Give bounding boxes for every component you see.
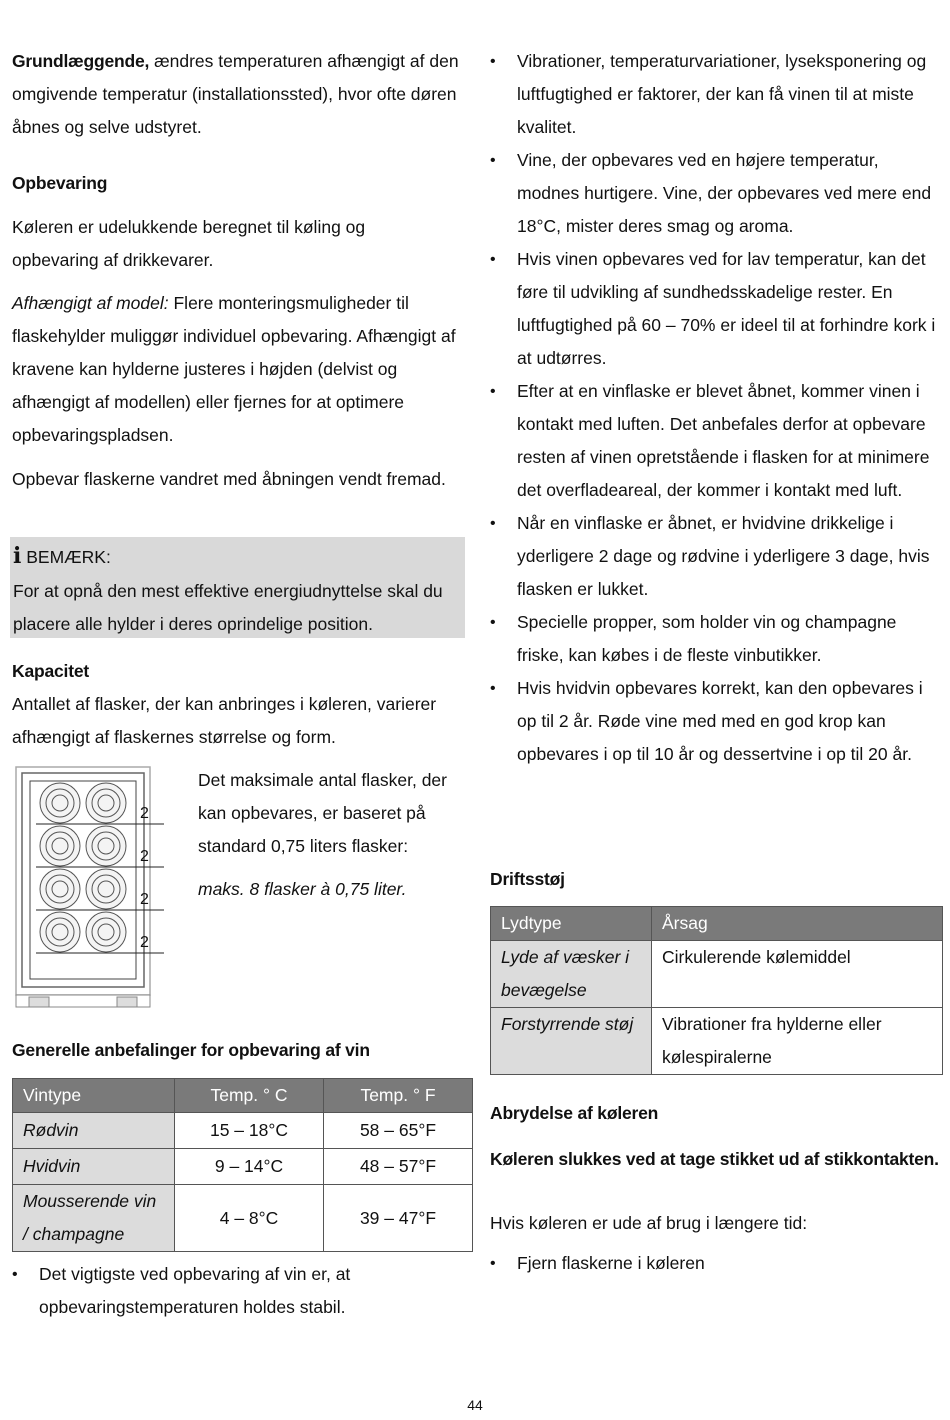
left-bullet-list xyxy=(12,1258,457,1324)
intro-text: ændres temperaturen afhængigt af den omgivende temperatur (installationssted), hvor ofte døren åbnes og selve udstyret. xyxy=(12,51,459,137)
table-cell: Cirkulerende kølemiddel xyxy=(652,941,943,1008)
column-header: Vintype xyxy=(13,1079,175,1113)
shelf-label: 2 xyxy=(140,848,149,865)
storage-heading: Opbevaring xyxy=(12,173,108,193)
page-number: 44 xyxy=(467,1397,483,1413)
table-cell: 9 – 14°C xyxy=(175,1149,324,1185)
storage-paragraph: Køleren er udelukkende beregnet til køling og opbevaring af drikkevarer. xyxy=(12,217,366,270)
horizontal-paragraph: Opbevar flaskerne vandret med åbningen vendt fremad. xyxy=(12,469,446,489)
list-item: • Efter at en vinflaske er blevet åbnet, kommer vinen i kontakt med luften. Det anbefales derfor at opbevare resten af vinen opretstående i flasken for at minimere det overfladeareal, der kommer i kontakt med luft. xyxy=(490,375,942,507)
table-cell: Rødvin xyxy=(13,1113,175,1149)
list-item: • Specielle propper, som holder vin og champagne friske, kan købes i de fleste vinbutikker. xyxy=(490,606,942,672)
table-cell: Vibrationer fra hylderne eller kølespiralerne xyxy=(652,1008,943,1075)
model-paragraph xyxy=(12,287,467,452)
column-header: Temp. ° C xyxy=(175,1079,324,1113)
shelf-label: 2 xyxy=(140,891,149,908)
model-italic: Afhængigt af model: xyxy=(12,293,169,313)
right-bullet-list xyxy=(490,45,942,771)
max-bottles-text: Det maksimale antal flasker, der kan opbevares, er baseret på standard 0,75 liters flasker: xyxy=(198,770,447,856)
capacity-paragraph: Antallet af flasker, der kan anbringes i køleren, varierer afhængigt af flaskernes størrelse og form. xyxy=(12,694,437,747)
info-icon: i xyxy=(13,543,22,569)
table-row xyxy=(13,1149,473,1185)
table-header-row xyxy=(491,907,943,941)
table-row xyxy=(491,941,943,1008)
model-text: Flere monteringsmuligheder til flaskehylder muliggør individuel opbevaring. Afhængigt af kravene kan hylderne justeres i højden (delvist og afhængigt af modellen) eller fjernes for at optimere opbevaringspladsen. xyxy=(12,293,456,445)
intro-bold: Grundlæggende, xyxy=(12,51,150,71)
table-row xyxy=(13,1185,473,1252)
table-row xyxy=(13,1113,473,1149)
wine-temperature-table xyxy=(12,1078,473,1252)
list-item: • Hvis vinen opbevares ved for lav temperatur, kan det føre til udvikling af sundhedsskadelige rester. En luftfugtighed på 60 – 70% er ideel til at forhindre kork i at udtørres. xyxy=(490,243,942,375)
list-item: • Fjern flaskerne i køleren xyxy=(490,1247,942,1280)
cooler-illustration xyxy=(14,765,164,1010)
note-body: For at opnå den mest effektive energiudnyttelse skal du placere alle hylder i deres oprindelige position. xyxy=(13,581,443,634)
table-cell: Mousserende vin / champagne xyxy=(13,1185,175,1252)
list-item: • Hvis hvidvin opbevares korrekt, kan den opbevares i op til 2 år. Røde vine med med en god krop kan opbevares i op til 10 år og dessertvine i op til 20 år. xyxy=(490,672,942,771)
list-item: • Vine, der opbevares ved en højere temperatur, modnes hurtigere. Vine, der opbevares ved mere end 18°C, mister deres smag og aroma. xyxy=(490,144,942,243)
cooler-foot-left xyxy=(29,997,49,1007)
table-cell: Forstyrrende støj xyxy=(491,1008,652,1075)
intro-paragraph xyxy=(12,45,467,144)
table-header-row xyxy=(13,1079,473,1113)
table-cell: Hvidvin xyxy=(13,1149,175,1185)
list-item: • Vibrationer, temperaturvariationer, lyseksponering og luftfugtighed er faktorer, der kan få vinen til at miste kvalitet. xyxy=(490,45,942,144)
list-item: • Når en vinflaske er åbnet, er hvidvine drikkelige i yderligere 2 dage og rødvine i yderligere 3 dage, hvis flasken er lukket. xyxy=(490,507,942,606)
table-cell: 4 – 8°C xyxy=(175,1185,324,1252)
table-cell: 48 – 57°F xyxy=(324,1149,473,1185)
shutdown-paragraph: Hvis køleren er ude af brug i længere tid: xyxy=(490,1213,808,1233)
table-cell: 58 – 65°F xyxy=(324,1113,473,1149)
column-header: Temp. ° F xyxy=(324,1079,473,1113)
column-header: Lydtype xyxy=(491,907,652,941)
shutdown-heading: Abrydelse af køleren xyxy=(490,1103,659,1123)
shelf-label: 2 xyxy=(140,805,149,822)
shutdown-list xyxy=(490,1247,942,1280)
cooler-foot-right xyxy=(117,997,137,1007)
max-bottles-italic: maks. 8 flasker à 0,75 liter. xyxy=(198,879,407,899)
table-row xyxy=(491,1008,943,1075)
note-title-row xyxy=(13,541,111,572)
table-cell: 39 – 47°F xyxy=(324,1185,473,1252)
column-header: Årsag xyxy=(652,907,943,941)
capacity-heading: Kapacitet xyxy=(12,661,89,681)
note-title: BEMÆRK: xyxy=(26,547,111,567)
shelf-label: 2 xyxy=(140,934,149,951)
noise-heading: Driftsstøj xyxy=(490,869,565,889)
note-box xyxy=(10,537,465,638)
shutdown-bold: Køleren slukkes ved at tage stikket ud af stikkontakten. xyxy=(490,1149,939,1169)
table-cell: Lyde af væsker i bevægelse xyxy=(491,941,652,1008)
table-cell: 15 – 18°C xyxy=(175,1113,324,1149)
recommend-heading: Generelle anbefalinger for opbevaring af vin xyxy=(12,1040,370,1060)
noise-table xyxy=(490,906,943,1075)
list-item: • Det vigtigste ved opbevaring af vin er, at opbevaringstemperaturen holdes stabil. xyxy=(12,1258,457,1324)
